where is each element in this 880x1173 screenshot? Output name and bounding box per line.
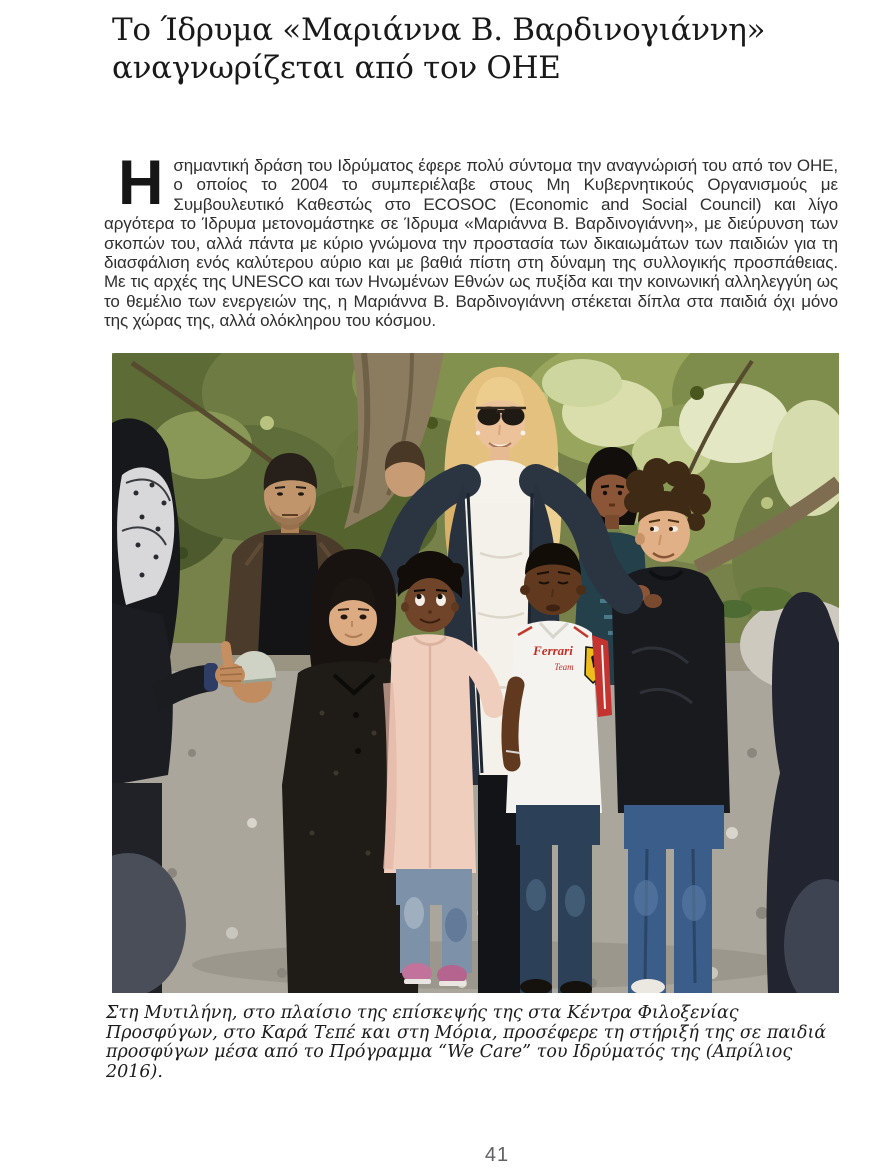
article-paragraph xyxy=(104,148,838,331)
article-text: σημαντική δράση του Ιδρύματος έφερε πολύ σύντομα την αναγνώρισή του από τον ΟΗΕ, ο οποίος το 2004 το συμπεριέλαβε στους Μη Κυβερνητικούς Οργανισμούς με Συμβουλευτικό Καθεστώς στο ECOSOC (Economic and Social Council) και λίγο αργότερα το Ίδρυμα μετονομάστηκε σε Ίδρυμα «Μαριάννα Β. Βαρδινογιάννη», με διεύρυνση των σκοπών του, αλλά πάντα με κύριο γνώμονα την προστασία των δικαιωμάτων των παιδιών για τη διασφάλιση ενός καλύτερου αύριο και με βαθιά πίστη στη δύναμη της συλλογικής προσπάθειας. Με τις αρχές της UNESCO και των Ηνωμένων Εθνών ως πυξίδα και την κοινωνική αλληλεγγύη ως το θεμέλιο των ενεργειών της, η Μαριάννα Β. Βαρδινογιάννη στέκεται δίπλα στα παιδιά όχι μόνο της χώρας της, αλλά ολόκληρου του κόσμου. xyxy=(104,156,838,331)
drop-cap: Η xyxy=(118,148,164,218)
photo-figure xyxy=(106,353,839,1082)
page-title: Το Ίδρυμα «Μαριάννα Β. Βαρδινογιάννη» αναγνωρίζεται από τον ΟΗΕ xyxy=(112,12,766,86)
photo-caption: Στη Μυτιλήνη, στο πλαίσιο της επίσκεψής της στα Κέντρα Φιλοξενίας Προσφύγων, στο Καρά Τεπέ και στη Μόρια, προσέφερε τη στήριξή της σε παιδιά προσφύγων μέσα από το Πρόγραμμα “We Care” του Ιδρύματός της (Απρίλιος 2016). xyxy=(106,1003,827,1082)
figure-right-foreground xyxy=(767,592,840,993)
figure-background-head xyxy=(385,441,425,497)
photo-illustration xyxy=(112,353,839,993)
ferrari-shirt-subtext: Team xyxy=(554,662,574,672)
page-number: 41 xyxy=(484,1144,510,1166)
ferrari-shirt-text: Ferrari xyxy=(533,643,573,658)
figure-left-adult xyxy=(112,418,180,785)
